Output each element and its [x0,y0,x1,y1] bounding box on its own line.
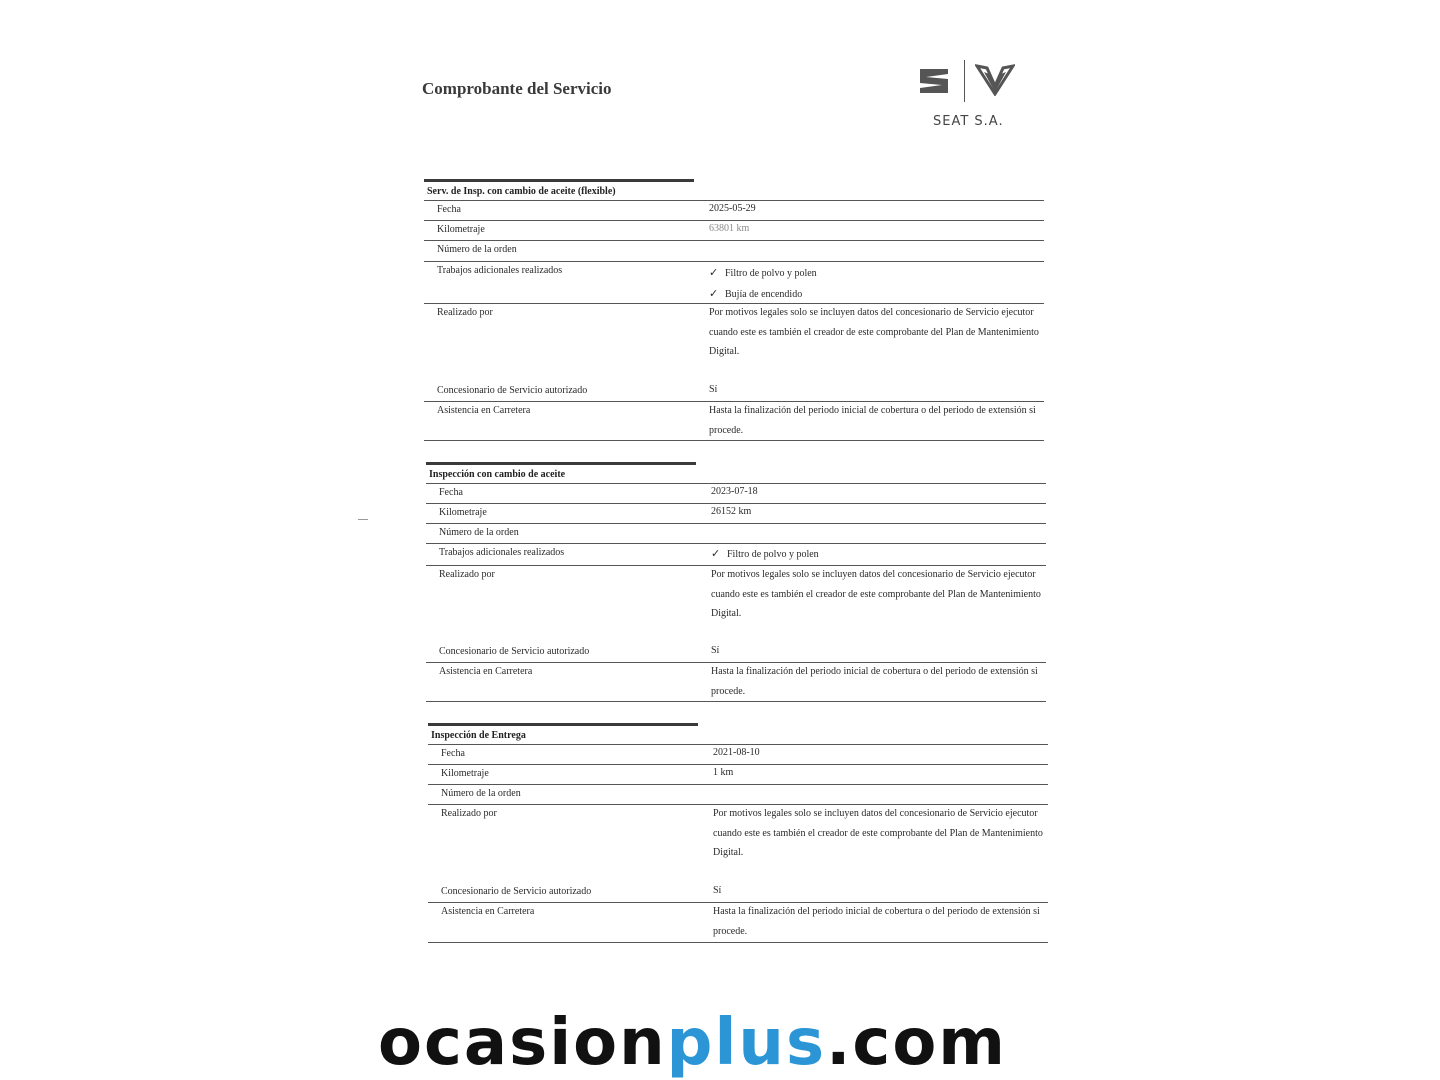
row-label: Número de la orden [439,527,519,538]
list-item: ✓ Bujía de encendido [709,283,1039,304]
ocasionplus-watermark [378,1006,1007,1080]
row-asistencia [428,902,1048,942]
brand-part-com: .com [826,1006,1007,1080]
row-label: Fecha [441,748,465,759]
cupra-logo-icon [975,64,1015,96]
row-fecha [426,483,1046,503]
row-trabajos [424,261,1044,303]
row-label: Fecha [437,204,461,215]
scan-mark [358,519,368,520]
row-value: Por motivos legales solo se incluyen datos del concesionario de Servicio ejecutor cuando este es también el creador de este comprobante del Plan de Mantenimiento Digital. [709,307,1039,357]
row-numero-orden [426,523,1046,543]
row-value: Hasta la finalización del periodo inicial de cobertura o del periodo de extensión si procede. [711,666,1038,697]
row-numero-orden [424,240,1044,261]
row-value: Por motivos legales solo se incluyen datos del concesionario de Servicio ejecutor cuando este es también el creador de este comprobante del Plan de Mantenimiento Digital. [711,569,1041,619]
service-section-3 [428,723,1048,943]
row-concesionario [424,382,1044,401]
row-label: Asistencia en Carretera [441,906,535,917]
check-icon: ✓ [711,547,721,560]
row-label: Realizado por [439,569,495,580]
row-label: Concesionario de Servicio autorizado [441,886,592,897]
row-label: Número de la orden [437,244,517,255]
check-icon: ✓ [709,266,719,279]
row-label: Kilometraje [441,768,489,779]
row-label: Asistencia en Carretera [437,405,531,416]
row-label: Kilometraje [437,224,485,235]
check-icon: ✓ [709,287,719,300]
row-realizado-por [428,804,1048,883]
row-kilometraje [428,764,1048,784]
row-label: Trabajos adicionales realizados [437,265,563,276]
row-kilometraje [424,220,1044,240]
row-concesionario [426,643,1046,662]
brand-part-plus: plus [666,1006,827,1080]
row-value: Sí [709,384,718,395]
section-end-rule [428,942,1048,943]
row-label: Fecha [439,487,463,498]
row-numero-orden [428,784,1048,804]
brand-logos [915,58,1015,138]
row-label: Trabajos adicionales realizados [439,547,565,558]
trabajos-list [711,543,1041,564]
row-value: 2025-05-29 [709,203,756,214]
section-end-rule [426,701,1046,702]
company-name: SEAT S.A. [933,114,1004,129]
service-section-2 [426,462,1046,702]
row-label: Asistencia en Carretera [439,666,533,677]
page-title: Comprobante del Servicio [422,79,612,98]
seat-logo-icon [918,68,950,94]
row-label: Concesionario de Servicio autorizado [437,385,588,396]
row-asistencia [426,662,1046,701]
section-title: Serv. de Insp. con cambio de aceite (flexible) [427,186,616,197]
row-value: 2021-08-10 [713,747,760,758]
row-trabajos [426,543,1046,565]
row-fecha [428,744,1048,764]
row-concesionario [428,883,1048,902]
section-end-rule [424,440,1044,441]
row-value: 2023-07-18 [711,486,758,497]
row-label: Número de la orden [441,788,521,799]
row-label: Realizado por [437,307,493,318]
section-title: Inspección con cambio de aceite [429,469,566,480]
row-value: Hasta la finalización del periodo inicial de cobertura o del periodo de extensión si procede. [709,405,1036,436]
row-label: Kilometraje [439,507,487,518]
row-realizado-por [426,565,1046,643]
row-realizado-por [424,303,1044,382]
service-section-1 [424,179,1044,441]
row-label: Realizado por [441,808,497,819]
row-asistencia [424,401,1044,440]
row-value: Sí [711,645,720,656]
row-value: Por motivos legales solo se incluyen datos del concesionario de Servicio ejecutor cuando este es también el creador de este comprobante del Plan de Mantenimiento Digital. [713,808,1043,858]
trabajos-list [709,262,1039,304]
row-fecha [424,200,1044,220]
row-value: 26152 km [711,506,752,517]
list-item: ✓ Filtro de polvo y polen [709,262,1039,283]
section-title: Inspección de Entrega [431,730,526,741]
row-value: Hasta la finalización del periodo inicial de cobertura o del periodo de extensión si procede. [713,906,1040,937]
row-value: 1 km [713,767,734,778]
row-value: Sí [713,885,722,896]
row-kilometraje [426,503,1046,523]
logo-divider [964,60,965,102]
list-item: ✓ Filtro de polvo y polen [711,543,1041,564]
brand-part-ocasion: ocasion [378,1006,667,1080]
row-label: Concesionario de Servicio autorizado [439,646,590,657]
row-value: 63801 km [709,223,750,234]
